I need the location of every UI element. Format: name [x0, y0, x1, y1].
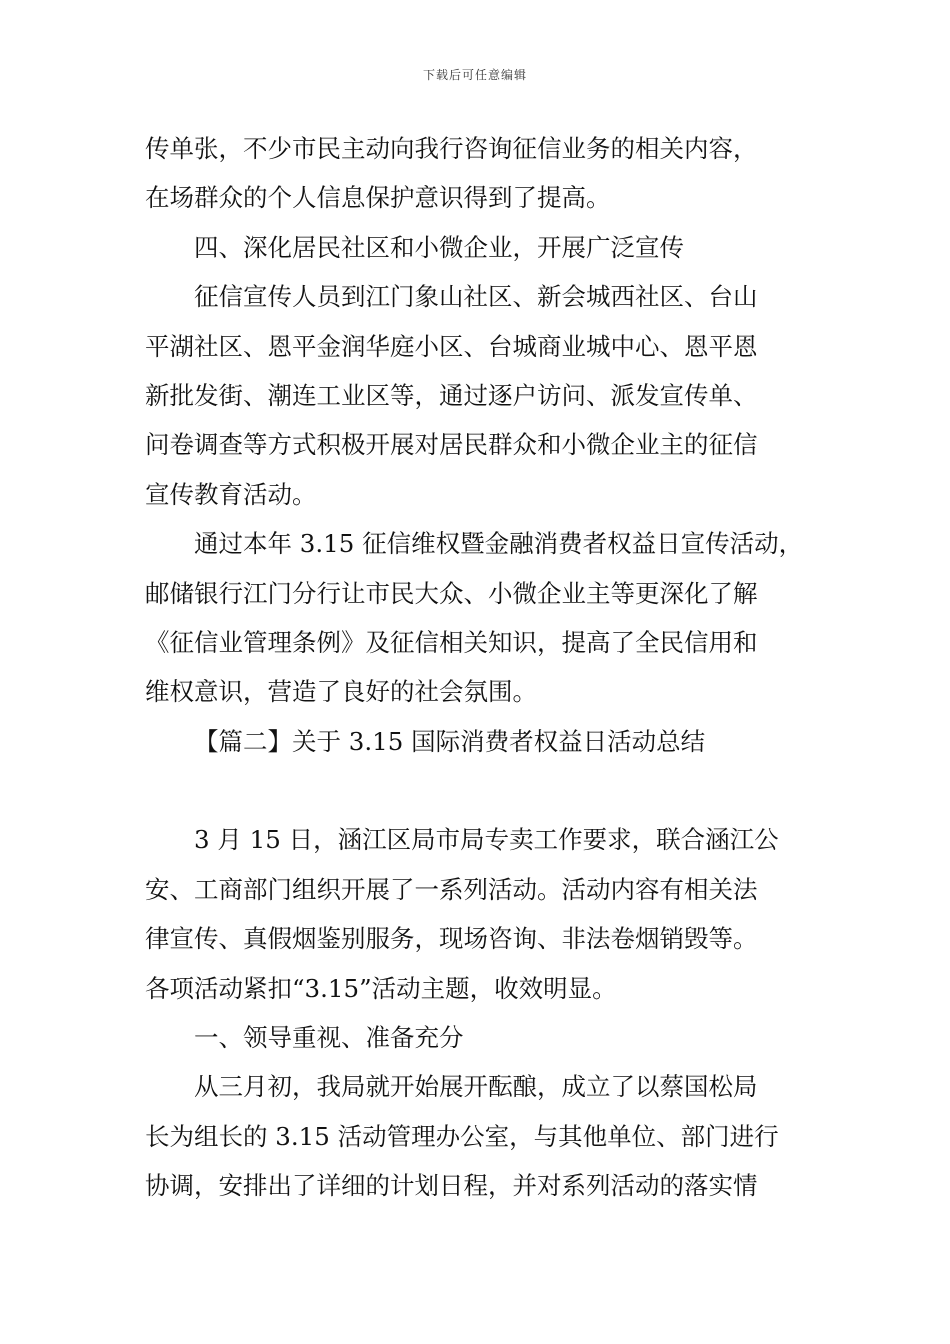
blank-line	[145, 766, 815, 815]
section-heading: 四、深化居民社区和小微企业，开展广泛宣传	[194, 232, 684, 262]
text-line: 宣传教育活动。	[145, 479, 317, 509]
text-line: 安、工商部门组织开展了一系列活动。活动内容有相关法	[145, 874, 758, 904]
text-line: 《征信业管理条例》及征信相关知识，提高了全民信用和	[145, 627, 758, 657]
text-line: 律宣传、真假烟鉴别服务，现场咨询、非法卷烟销毁等。	[145, 924, 758, 954]
paragraph-start: 从三月初，我局就开始展开酝酿，成立了以蔡国松局	[194, 1072, 758, 1102]
text-line: 传单张，不少市民主动向我行咨询征信业务的相关内容，	[145, 134, 758, 163]
text-line: 邮储银行江门分行让市民大众、小微企业主等更深化了解	[145, 578, 758, 608]
paragraph-start: 通过本年 3.15 征信维权暨金融消费者权益日宣传活动，	[194, 529, 804, 559]
text-line: 在场群众的个人信息保护意识得到了提高。	[145, 183, 611, 213]
document-body	[145, 124, 815, 1211]
paragraph-start: 3 月 15 日，涵江区局市局专卖工作要求，联合涵江公	[194, 825, 779, 855]
text-line: 维权意识，营造了良好的社会氛围。	[145, 677, 537, 707]
text-line: 长为组长的 3.15 活动管理办公室，与其他单位、部门进行	[145, 1121, 779, 1151]
section-heading: 一、领导重视、准备充分	[194, 1023, 464, 1053]
text-line: 平湖社区、恩平金润华庭小区、台城商业城中心、恩平恩	[145, 331, 758, 361]
article-title: 【篇二】关于 3.15 国际消费者权益日活动总结	[194, 726, 706, 756]
text-line: 问卷调查等方式积极开展对居民群众和小微企业主的征信	[145, 430, 758, 460]
text-line: 新批发街、潮连工业区等，通过逐户访问、派发宣传单、	[145, 380, 758, 410]
page-header: 下载后可任意编辑	[422, 68, 527, 82]
text-line: 各项活动紧扣“3.15”活动主题，收效明显。	[145, 973, 617, 1003]
text-line: 协调，安排出了详细的计划日程，并对系列活动的落实情	[145, 1171, 758, 1201]
paragraph-start: 征信宣传人员到江门象山社区、新会城西社区、台山	[194, 282, 758, 312]
